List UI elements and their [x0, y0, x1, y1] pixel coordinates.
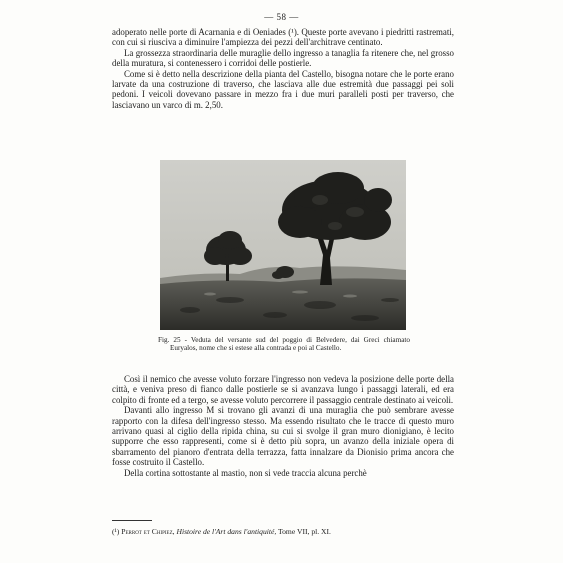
- paragraph: adoperato nelle porte di Acarnania e di Oeniades (¹). Queste porte avevano i piedritti rastremati, con cui si riusciva a diminuire l'ampiezza dei pezzi dell'architrave centinato.: [112, 27, 454, 48]
- footnote-title: Histoire de l'Art dans l'antiquité,: [176, 527, 277, 536]
- footnote-reference: Tome VII, pl. XI.: [278, 527, 331, 536]
- footnote-marker: (¹): [112, 527, 120, 536]
- figure-caption: [158, 336, 410, 353]
- paragraph: La grossezza straordinaria delle muraglie dello ingresso a tanaglia fa ritenere che, nel grosso della muratura, si contenessero i corridoi delle postierle.: [112, 47, 454, 69]
- footnote-authors: Perrot et Chipiez,: [121, 527, 175, 536]
- page-number: — 58 —: [264, 12, 299, 22]
- paragraph: Così il nemico che avesse voluto forzare l'ingresso non vedeva la posizione delle porte della città, e veniva preso di fianco dalle postierle se si avanzava lungo i passaggi laterali, ed era colpito di fronte ed a tergo, se avesse voluto percorrere il passaggio centrale destinato ai veicoli.: [112, 374, 454, 405]
- landscape-photo: [160, 160, 406, 330]
- bottom-text-block: [112, 374, 454, 478]
- footnote-divider: [112, 520, 152, 521]
- top-text-block: [112, 27, 454, 110]
- paragraph: Come si è detto nella descrizione della pianta del Castello, bisogna notare che le porte erano larvate da una costruzione di traverso, che lasciava alle due estremità due passaggi pei soli pedoni. I veicoli dovevano passare in mezzo fra i due muri paralleli posti per traverso, che lasciavano un varco di m. 2,50.: [112, 68, 454, 110]
- paragraph: Davanti allo ingresso M si trovano gli avanzi di una muraglia che può sembrare avesse rapporto con la difesa dell'ingresso stesso. Ma essendo risultato che le tracce di questo muro arrivano quasi al ciglio della ripida china, su cui si svolge il gran muro dionigiano, è lecito supporre che esso rappresenti, come si è detto più sopra, un avanzo della iniziale opera di sbarramento del pianoro d'entrata della terrazza, fatta innalzare da Dionisio prima ancora che fosse costruito il Castello.: [112, 405, 454, 468]
- footnote: [112, 527, 454, 536]
- caption-text: Fig. 25 - Veduta del versante sud del poggio di Belvedere, dai Greci chiamato Euryalos, nome che si estese alla contrada e poi al Castello.: [158, 336, 410, 353]
- paragraph: Della cortina sottostante al mastio, non si vede traccia alcuna perchè: [124, 467, 367, 478]
